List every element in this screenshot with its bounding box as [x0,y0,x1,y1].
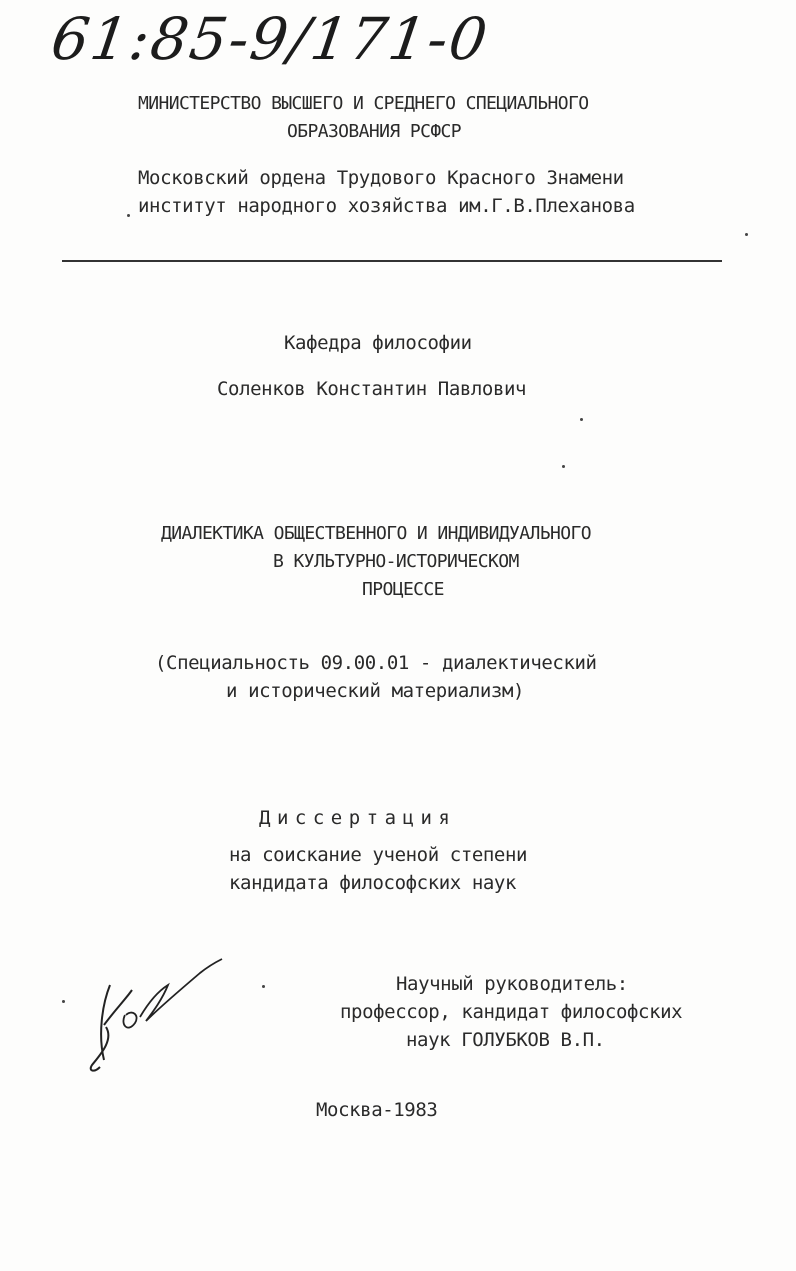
department: Кафедра философии [284,332,472,354]
dissertation-heading: Диссертация [259,807,457,829]
speck [62,1000,65,1003]
ministry-line-1: МИНИСТЕРСТВО ВЫСШЕГО И СРЕДНЕГО СПЕЦИАЛЬНОГО [138,93,589,114]
signature-stroke-2 [104,990,132,1025]
specialty-line-1: (Специальность 09.00.01 - диалектический [155,652,597,674]
speck [562,465,565,468]
signature-stroke-5 [140,959,222,1021]
dissertation-line-1: на соискание ученой степени [229,844,528,866]
institute-line-2: институт народного хозяйства им.Г.В.Плеханова [138,195,635,217]
specialty-line-2: и исторический материализм) [226,680,525,702]
author-name: Соленков Константин Павлович [217,378,527,400]
header-divider [62,260,722,262]
speck [262,985,265,988]
handwritten-signature [80,955,230,1075]
speck [745,233,748,236]
title-line-1: ДИАЛЕКТИКА ОБЩЕСТВЕННОГО И ИНДИВИДУАЛЬНОГО [161,523,591,544]
title-line-3: ПРОЦЕССЕ [362,579,444,600]
supervisor-line-2: профессор, кандидат философских [340,1001,683,1023]
speck [127,214,130,217]
supervisor-line-1: Научный руководитель: [396,973,628,995]
archive-number: 61:85-9/171-0 [47,5,494,73]
supervisor-line-3: наук ГОЛУБКОВ В.П. [406,1029,605,1051]
dissertation-line-2: кандидата философских наук [229,872,517,894]
signature-stroke-4 [123,1013,136,1028]
signature-stroke-3 [91,1027,109,1071]
institute-line-1: Московский ордена Трудового Красного Знамени [138,167,624,189]
place-year: Москва-1983 [316,1099,438,1121]
ministry-line-2: ОБРАЗОВАНИЯ РСФСР [287,121,462,142]
title-line-2: В КУЛЬТУРНО-ИСТОРИЧЕСКОМ [273,551,519,572]
speck [580,418,583,421]
